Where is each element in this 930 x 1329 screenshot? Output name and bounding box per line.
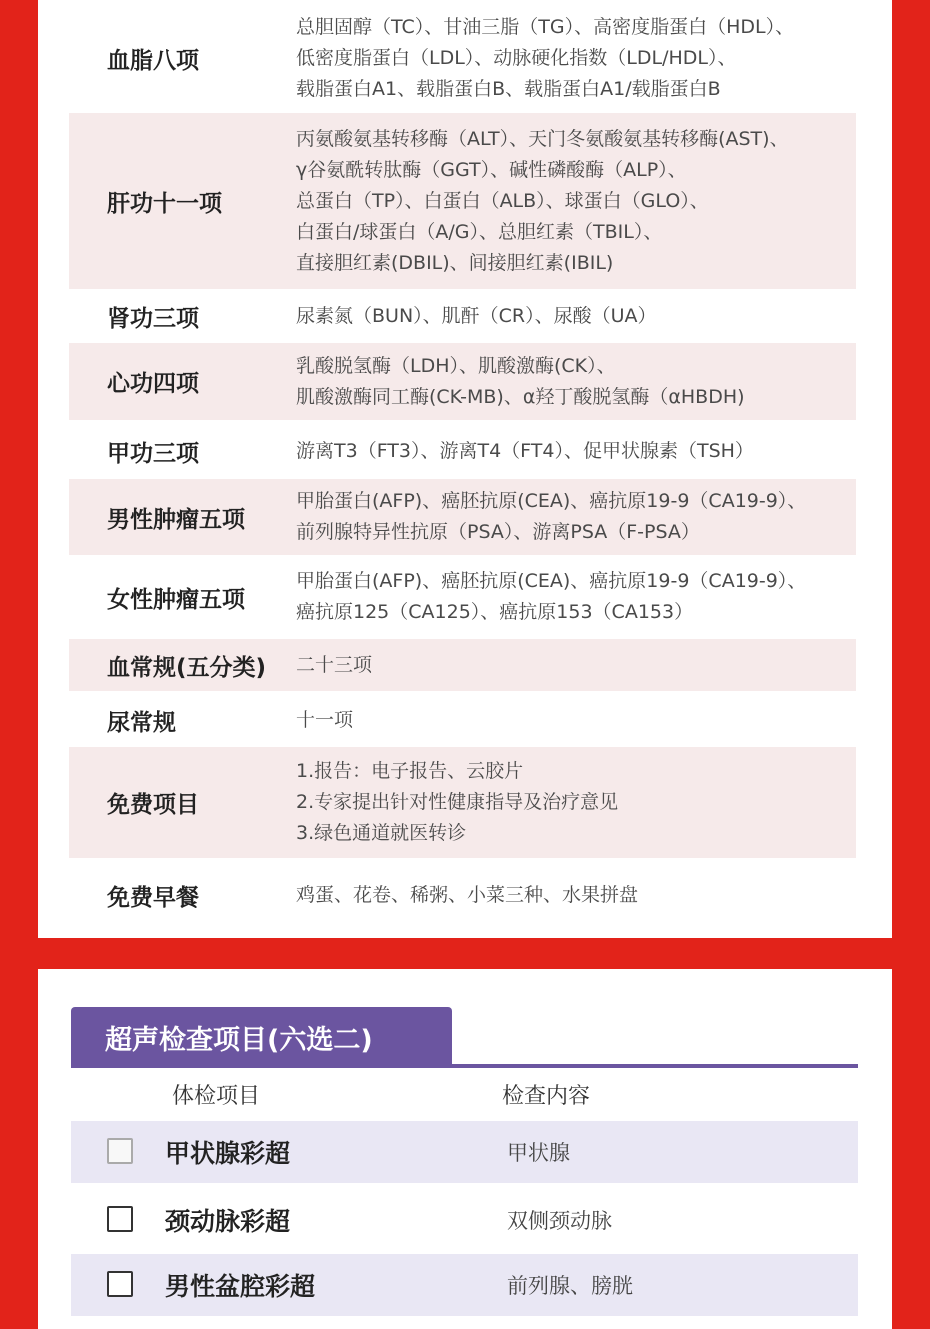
item-content	[296, 424, 896, 478]
item-content	[296, 864, 896, 926]
column-header-item: 体检项目	[172, 1084, 261, 1109]
item-name: 免费早餐	[107, 884, 199, 911]
item-row-liver	[69, 113, 856, 289]
item-name: 血常规(五分类)	[107, 654, 267, 681]
item-line: 白蛋白/球蛋白（A/G）、总胆红素（TBIL）、	[296, 220, 663, 243]
item-line: 总蛋白（TP）、白蛋白（ALB）、球蛋白（GLO）、	[296, 189, 709, 212]
item-row-heart	[69, 343, 856, 420]
item-content	[296, 747, 896, 858]
item-name: 甲功三项	[107, 440, 199, 467]
item-content	[296, 291, 896, 341]
item-line: 鸡蛋、花卷、稀粥、小菜三种、水果拼盘	[296, 883, 639, 906]
ultrasound-row-male-pelvic[interactable]	[71, 1254, 858, 1316]
section-divider	[71, 1064, 858, 1068]
item-name: 尿常规	[107, 709, 176, 736]
ultrasound-panel	[38, 969, 892, 1329]
item-row-free-services	[69, 747, 856, 858]
item-name: 血脂八项	[107, 48, 199, 74]
item-line: 十一项	[296, 708, 354, 731]
ultrasound-section-title: 超声检查项目(六选二)	[71, 1007, 452, 1067]
item-line: γ谷氨酰转肽酶（GGT）、碱性磷酸酶（ALP）、	[296, 158, 687, 181]
ultrasound-row-carotid[interactable]	[71, 1189, 858, 1251]
item-line: 3.绿色通道就医转诊	[296, 822, 467, 844]
item-row-blood-routine	[69, 639, 856, 691]
item-content	[296, 694, 896, 746]
item-row-female-tumor	[69, 558, 856, 636]
item-content	[296, 343, 896, 420]
item-content	[296, 5, 896, 112]
item-name: 肝功十一项	[107, 190, 222, 217]
ultrasound-item-content: 甲状腺	[507, 1141, 570, 1165]
item-line: 尿素氮（BUN）、肌酐（CR）、尿酸（UA）	[296, 304, 657, 327]
item-name: 肾功三项	[107, 305, 199, 332]
item-line: 乳酸脱氢酶（LDH）、肌酸激酶(CK）、	[296, 354, 616, 377]
item-line: 2.专家提出针对性健康指导及治疗意见	[296, 791, 619, 813]
item-content	[296, 113, 896, 289]
item-line: 总胆固醇（TC）、甘油三脂（TG）、高密度脂蛋白（HDL）、	[296, 16, 795, 38]
exam-items-panel	[38, 0, 892, 938]
item-line: 直接胆红素(DBIL)、间接胆红素(IBIL)	[296, 251, 614, 274]
item-row-urine-routine	[69, 694, 856, 746]
item-line: 甲胎蛋白(AFP)、癌胚抗原(CEA)、癌抗原19-9（CA19-9）、	[296, 490, 807, 512]
item-line: 丙氨酸氨基转移酶（ALT）、天门冬氨酸氨基转移酶(AST)、	[296, 127, 789, 150]
item-content	[296, 479, 896, 555]
ultrasound-item-content: 前列腺、膀胱	[507, 1274, 633, 1298]
item-line: 二十三项	[296, 653, 373, 676]
ultrasound-item-name: 甲状腺彩超	[165, 1139, 291, 1168]
item-line: 肌酸激酶同工酶(CK-MB)、α羟丁酸脱氢酶（αHBDH)	[296, 385, 745, 408]
item-line: 1.报告：电子报告、云胶片	[296, 760, 524, 782]
item-row-male-tumor	[69, 479, 856, 555]
item-line: 低密度脂蛋白（LDL）、动脉硬化指数（LDL/HDL）、	[296, 47, 737, 69]
item-row-kidney	[69, 291, 856, 341]
item-name: 免费项目	[107, 792, 199, 818]
item-line: 前列腺特异性抗原（PSA）、游离PSA（F-PSA）	[296, 521, 700, 543]
item-content	[296, 558, 896, 636]
item-row-thyroid	[69, 424, 856, 478]
item-line: 甲胎蛋白(AFP)、癌胚抗原(CEA)、癌抗原19-9（CA19-9）、	[296, 570, 807, 592]
item-name: 女性肿瘤五项	[107, 586, 245, 613]
ultrasound-item-name: 男性盆腔彩超	[165, 1272, 316, 1301]
item-row-lipids	[69, 5, 856, 112]
item-line: 载脂蛋白A1、载脂蛋白B、载脂蛋白A1/载脂蛋白B	[296, 78, 721, 100]
item-line: 游离T3（FT3）、游离T4（FT4）、促甲状腺素（TSH）	[296, 439, 754, 462]
item-name: 男性肿瘤五项	[107, 506, 245, 533]
item-line: 癌抗原125（CA125）、癌抗原153（CA153）	[296, 601, 694, 623]
ultrasound-row-thyroid[interactable]	[71, 1121, 858, 1183]
ultrasound-item-name: 颈动脉彩超	[165, 1207, 291, 1236]
item-row-free-breakfast	[69, 864, 856, 926]
checkbox[interactable]	[107, 1138, 133, 1164]
item-content	[296, 639, 896, 691]
ultrasound-item-content: 双侧颈动脉	[507, 1209, 612, 1233]
column-header-content: 检查内容	[502, 1084, 591, 1109]
checkbox[interactable]	[107, 1206, 133, 1232]
checkbox[interactable]	[107, 1271, 133, 1297]
item-name: 心功四项	[107, 371, 199, 397]
